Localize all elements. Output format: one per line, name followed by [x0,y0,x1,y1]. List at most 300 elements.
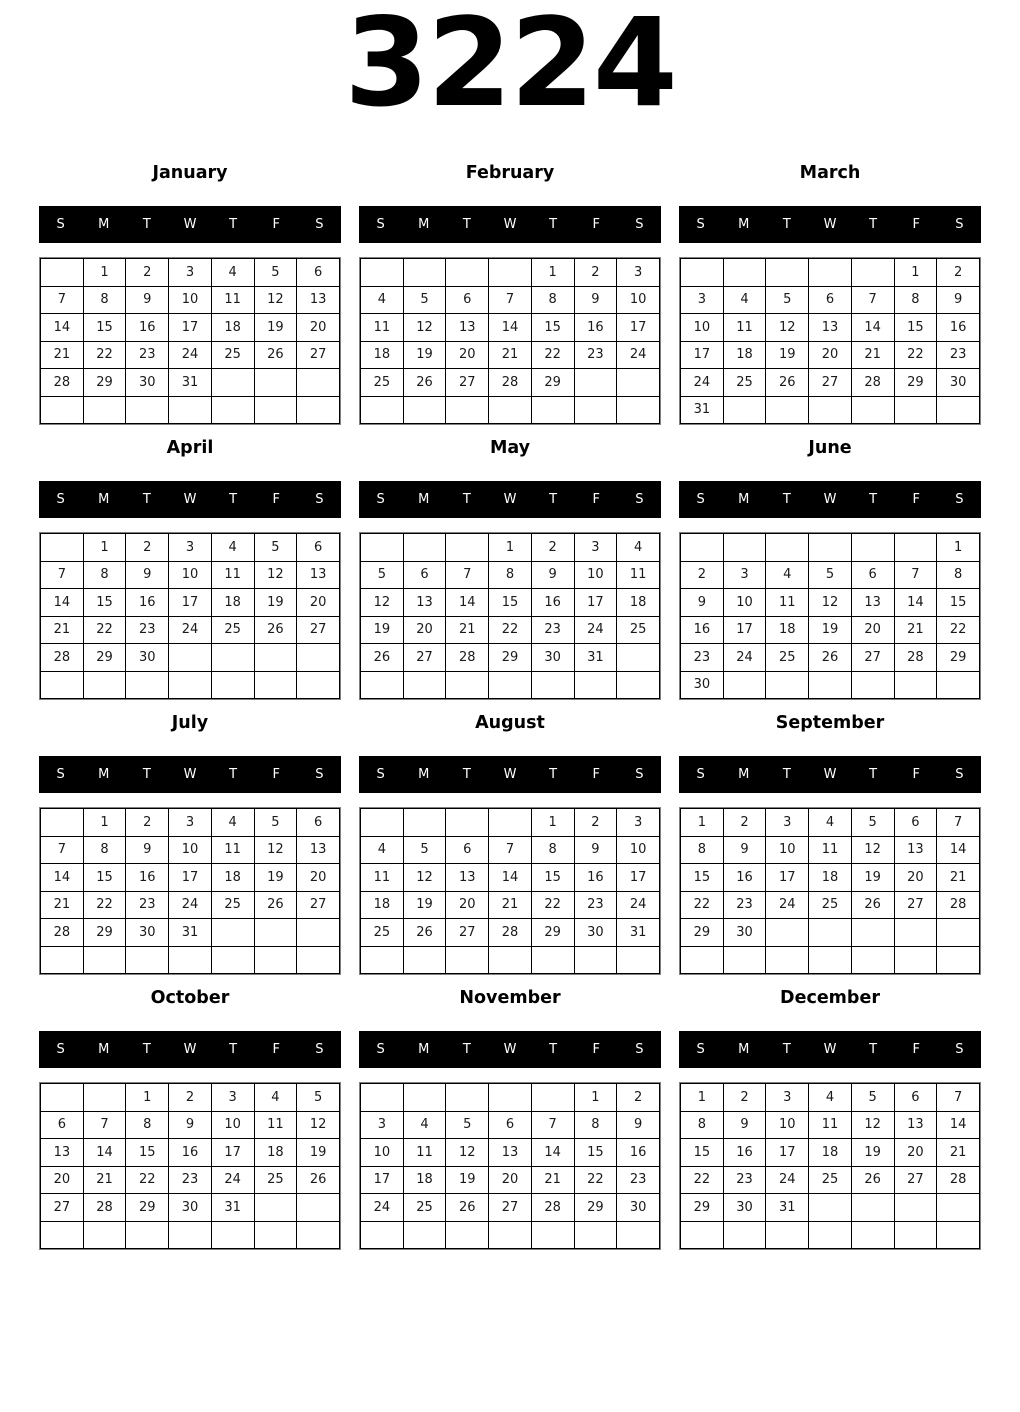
day-cell: 11 [809,1111,852,1139]
day-cell [617,369,660,397]
day-cell [297,919,340,947]
day-cell [723,259,766,287]
day-cell: 13 [297,286,340,314]
day-cell: 24 [169,616,212,644]
day-cell: 16 [169,1139,212,1167]
day-cell [297,644,340,672]
day-cell: 2 [937,259,980,287]
day-cell: 4 [211,809,254,837]
day-cell: 29 [83,369,126,397]
day-cell: 5 [809,561,852,589]
day-cell: 3 [361,1111,404,1139]
day-cell [211,919,254,947]
day-cell: 18 [211,864,254,892]
week-row [361,1166,660,1194]
weekday-label: S [56,492,65,507]
day-cell: 31 [169,369,212,397]
day-cell [617,1221,660,1249]
week-row [361,589,660,617]
day-cell: 17 [766,864,809,892]
day-cell: 25 [809,891,852,919]
day-cell: 27 [41,1194,84,1222]
day-cell: 26 [809,644,852,672]
day-cell: 26 [851,891,894,919]
day-cell: 14 [446,589,489,617]
day-cell: 7 [489,836,532,864]
day-cell: 13 [446,864,489,892]
weekday-label: S [635,767,644,782]
day-cell [489,946,532,974]
week-row [361,314,660,342]
weekday-label: M [418,217,430,232]
month-october [39,985,341,1250]
day-cell: 8 [681,1111,724,1139]
day-cell: 16 [574,864,617,892]
day-cell: 25 [617,616,660,644]
day-cell: 15 [894,314,937,342]
day-cell: 14 [937,1111,980,1139]
weekday-label: T [782,1042,791,1057]
week-row [361,1221,660,1249]
day-cell: 8 [894,286,937,314]
day-cell [41,946,84,974]
day-cell: 12 [851,836,894,864]
day-cell: 28 [446,644,489,672]
day-cell: 26 [851,1166,894,1194]
weekday-header [359,206,661,243]
day-cell: 10 [361,1139,404,1167]
month-march [679,160,981,425]
day-cell: 30 [531,644,574,672]
day-cell: 28 [937,891,980,919]
day-cell: 6 [446,286,489,314]
day-cell: 24 [617,891,660,919]
day-cell: 23 [531,616,574,644]
day-cell: 16 [574,314,617,342]
weekday-label: F [592,1042,601,1057]
day-grid [39,1082,341,1250]
weekday-label: W [503,217,517,232]
weekday-label: S [696,217,705,232]
day-cell: 13 [894,836,937,864]
day-cell: 26 [254,616,297,644]
day-cell: 22 [681,891,724,919]
month-title: November [459,988,561,1008]
day-cell: 18 [809,1139,852,1167]
day-cell: 12 [361,589,404,617]
weekday-label: T [142,1042,151,1057]
day-cell: 10 [617,286,660,314]
day-cell [489,1084,532,1112]
day-cell: 13 [809,314,852,342]
day-cell: 25 [211,891,254,919]
day-cell: 5 [254,809,297,837]
day-grid [39,532,341,700]
day-cell [851,396,894,424]
day-cell: 15 [937,589,980,617]
weekday-label: M [98,1042,110,1057]
week-row [681,396,980,424]
day-cell: 4 [723,286,766,314]
day-cell: 21 [41,891,84,919]
day-cell [574,396,617,424]
weekday-label: W [823,217,837,232]
day-cell: 20 [297,589,340,617]
day-grid [359,1082,661,1250]
day-cell [83,1084,126,1112]
day-cell: 1 [894,259,937,287]
week-row [41,1194,340,1222]
day-cell: 31 [766,1194,809,1222]
week-row [681,836,980,864]
day-cell [851,946,894,974]
day-cell: 19 [254,589,297,617]
day-cell: 16 [937,314,980,342]
day-cell [617,946,660,974]
week-row [361,864,660,892]
weekday-label: S [955,767,964,782]
day-cell: 10 [723,589,766,617]
day-cell [574,946,617,974]
day-cell: 20 [403,616,446,644]
day-cell [894,534,937,562]
week-row [41,809,340,837]
day-cell: 23 [126,341,169,369]
weekday-label: T [142,767,151,782]
day-cell: 29 [83,644,126,672]
week-row [41,1084,340,1112]
day-cell: 11 [723,314,766,342]
day-cell: 10 [169,836,212,864]
day-cell [126,946,169,974]
day-cell: 10 [574,561,617,589]
day-cell: 27 [809,369,852,397]
day-cell: 19 [851,1139,894,1167]
week-row [41,589,340,617]
day-cell: 8 [681,836,724,864]
day-cell [681,534,724,562]
weekday-label: T [462,767,471,782]
day-cell: 15 [681,1139,724,1167]
day-cell [211,369,254,397]
day-cell: 9 [126,561,169,589]
day-cell: 24 [169,891,212,919]
day-cell: 31 [574,644,617,672]
day-cell: 17 [617,314,660,342]
day-cell: 2 [126,534,169,562]
day-cell [937,671,980,699]
day-cell: 22 [531,891,574,919]
day-cell: 22 [83,341,126,369]
day-cell [681,259,724,287]
day-cell [809,919,852,947]
weekday-label: S [696,1042,705,1057]
week-row [41,341,340,369]
week-row [41,919,340,947]
day-cell: 28 [489,919,532,947]
day-cell: 27 [403,644,446,672]
day-cell [446,946,489,974]
day-cell: 10 [169,286,212,314]
week-row [681,1221,980,1249]
day-cell: 9 [723,1111,766,1139]
day-cell: 1 [531,259,574,287]
weekday-label: S [56,767,65,782]
week-row [361,891,660,919]
weekday-label: M [738,217,750,232]
weekday-label: T [462,492,471,507]
month-title: September [775,713,885,733]
day-cell [361,671,404,699]
weekday-label: S [315,767,324,782]
day-cell [723,396,766,424]
day-cell: 9 [681,589,724,617]
week-row [41,864,340,892]
day-cell [211,644,254,672]
day-cell [126,396,169,424]
weekday-label: S [696,492,705,507]
day-cell: 18 [766,616,809,644]
day-cell: 20 [446,341,489,369]
day-cell [41,809,84,837]
day-cell: 13 [489,1139,532,1167]
day-cell [809,946,852,974]
week-row [361,644,660,672]
day-cell: 21 [937,1139,980,1167]
day-cell: 19 [446,1166,489,1194]
weekday-label: S [696,767,705,782]
day-cell: 25 [361,919,404,947]
month-title: December [780,988,880,1008]
day-cell [617,396,660,424]
weekday-header [39,1031,341,1068]
day-cell: 22 [489,616,532,644]
day-cell: 6 [489,1111,532,1139]
day-cell [766,946,809,974]
day-cell: 2 [574,809,617,837]
day-cell [446,1221,489,1249]
week-row [361,369,660,397]
day-cell: 12 [254,836,297,864]
day-cell: 12 [403,864,446,892]
week-row [41,314,340,342]
day-cell: 15 [574,1139,617,1167]
day-cell [41,1084,84,1112]
day-cell: 6 [446,836,489,864]
week-row [41,836,340,864]
day-cell [617,644,660,672]
day-cell: 20 [851,616,894,644]
weekday-label: M [418,767,430,782]
week-row [681,644,980,672]
day-cell: 14 [41,589,84,617]
day-cell: 22 [126,1166,169,1194]
day-cell: 19 [361,616,404,644]
day-cell [211,671,254,699]
day-cell: 22 [574,1166,617,1194]
weekday-label: T [142,492,151,507]
weekday-label: F [592,492,601,507]
week-row [41,891,340,919]
day-cell: 17 [169,314,212,342]
weekday-label: T [142,217,151,232]
day-cell: 11 [211,286,254,314]
day-cell [617,671,660,699]
day-cell: 8 [83,836,126,864]
day-cell: 18 [403,1166,446,1194]
day-cell: 2 [723,809,766,837]
day-cell: 23 [126,891,169,919]
day-cell: 28 [41,369,84,397]
week-row [41,644,340,672]
day-cell [446,671,489,699]
day-cell: 14 [489,864,532,892]
day-cell: 30 [617,1194,660,1222]
day-cell: 23 [574,891,617,919]
week-row [681,1166,980,1194]
day-cell: 3 [617,259,660,287]
day-cell [254,919,297,947]
day-cell: 16 [126,314,169,342]
month-april [39,435,341,700]
day-cell: 18 [809,864,852,892]
day-cell: 25 [723,369,766,397]
day-cell: 7 [446,561,489,589]
day-cell [254,644,297,672]
day-cell: 18 [723,341,766,369]
weekday-label: F [272,217,281,232]
day-cell: 26 [403,369,446,397]
day-cell [403,809,446,837]
month-title: January [152,163,228,183]
weekday-label: T [782,492,791,507]
day-cell: 11 [809,836,852,864]
day-cell: 10 [169,561,212,589]
day-cell [361,1221,404,1249]
week-row [681,919,980,947]
weekday-label: T [229,217,238,232]
day-cell: 5 [254,259,297,287]
day-cell: 19 [766,341,809,369]
year-title: 3224 [344,0,676,134]
weekday-label: T [462,217,471,232]
day-cell [169,1221,212,1249]
day-cell: 26 [766,369,809,397]
weekday-label: F [912,767,921,782]
month-title: February [465,163,555,183]
day-cell: 25 [361,369,404,397]
day-cell: 24 [766,1166,809,1194]
weekday-label: W [823,767,837,782]
day-cell: 3 [617,809,660,837]
day-cell [894,1194,937,1222]
day-cell: 27 [446,369,489,397]
day-cell: 3 [169,259,212,287]
day-cell [894,671,937,699]
day-cell: 2 [169,1084,212,1112]
day-cell: 4 [211,534,254,562]
month-title: June [808,438,852,458]
day-cell: 3 [766,1084,809,1112]
day-cell [403,1084,446,1112]
day-cell: 31 [617,919,660,947]
day-cell [809,534,852,562]
day-cell: 6 [41,1111,84,1139]
day-cell: 3 [723,561,766,589]
day-cell: 1 [574,1084,617,1112]
day-cell: 28 [851,369,894,397]
day-cell: 1 [489,534,532,562]
weekday-header [359,1031,661,1068]
weekday-label: S [315,1042,324,1057]
day-cell: 1 [937,534,980,562]
day-cell [403,946,446,974]
day-cell: 11 [254,1111,297,1139]
week-row [681,671,980,699]
day-cell [809,671,852,699]
day-cell: 16 [126,589,169,617]
day-grid [359,532,661,700]
day-cell: 23 [169,1166,212,1194]
day-cell: 14 [489,314,532,342]
day-cell [937,1194,980,1222]
day-cell: 30 [681,671,724,699]
weekday-label: S [635,1042,644,1057]
day-cell [489,809,532,837]
week-row [41,369,340,397]
day-cell [83,1221,126,1249]
day-cell: 6 [297,809,340,837]
weekday-label: W [503,1042,517,1057]
month-january [39,160,341,425]
day-cell: 15 [531,314,574,342]
weekday-label: T [229,1042,238,1057]
day-cell: 21 [531,1166,574,1194]
day-cell: 14 [41,314,84,342]
day-cell: 14 [531,1139,574,1167]
day-cell: 12 [254,286,297,314]
week-row [361,671,660,699]
weekday-label: W [183,217,197,232]
weekday-label: T [462,1042,471,1057]
weekday-label: S [635,492,644,507]
day-cell [894,919,937,947]
day-cell: 6 [851,561,894,589]
day-cell: 16 [617,1139,660,1167]
day-cell: 17 [169,864,212,892]
day-cell: 23 [126,616,169,644]
day-cell: 18 [254,1139,297,1167]
day-cell [169,671,212,699]
day-cell: 12 [809,589,852,617]
day-cell [169,396,212,424]
day-cell [531,671,574,699]
day-cell [211,396,254,424]
day-grid [359,257,661,425]
day-cell: 30 [574,919,617,947]
week-row [41,1221,340,1249]
day-cell [361,1084,404,1112]
day-cell: 19 [254,314,297,342]
day-cell [766,534,809,562]
day-cell [894,946,937,974]
weekday-label: M [98,492,110,507]
day-cell: 30 [126,919,169,947]
week-row [361,341,660,369]
day-cell [41,396,84,424]
day-cell: 30 [126,369,169,397]
month-december [679,985,981,1250]
